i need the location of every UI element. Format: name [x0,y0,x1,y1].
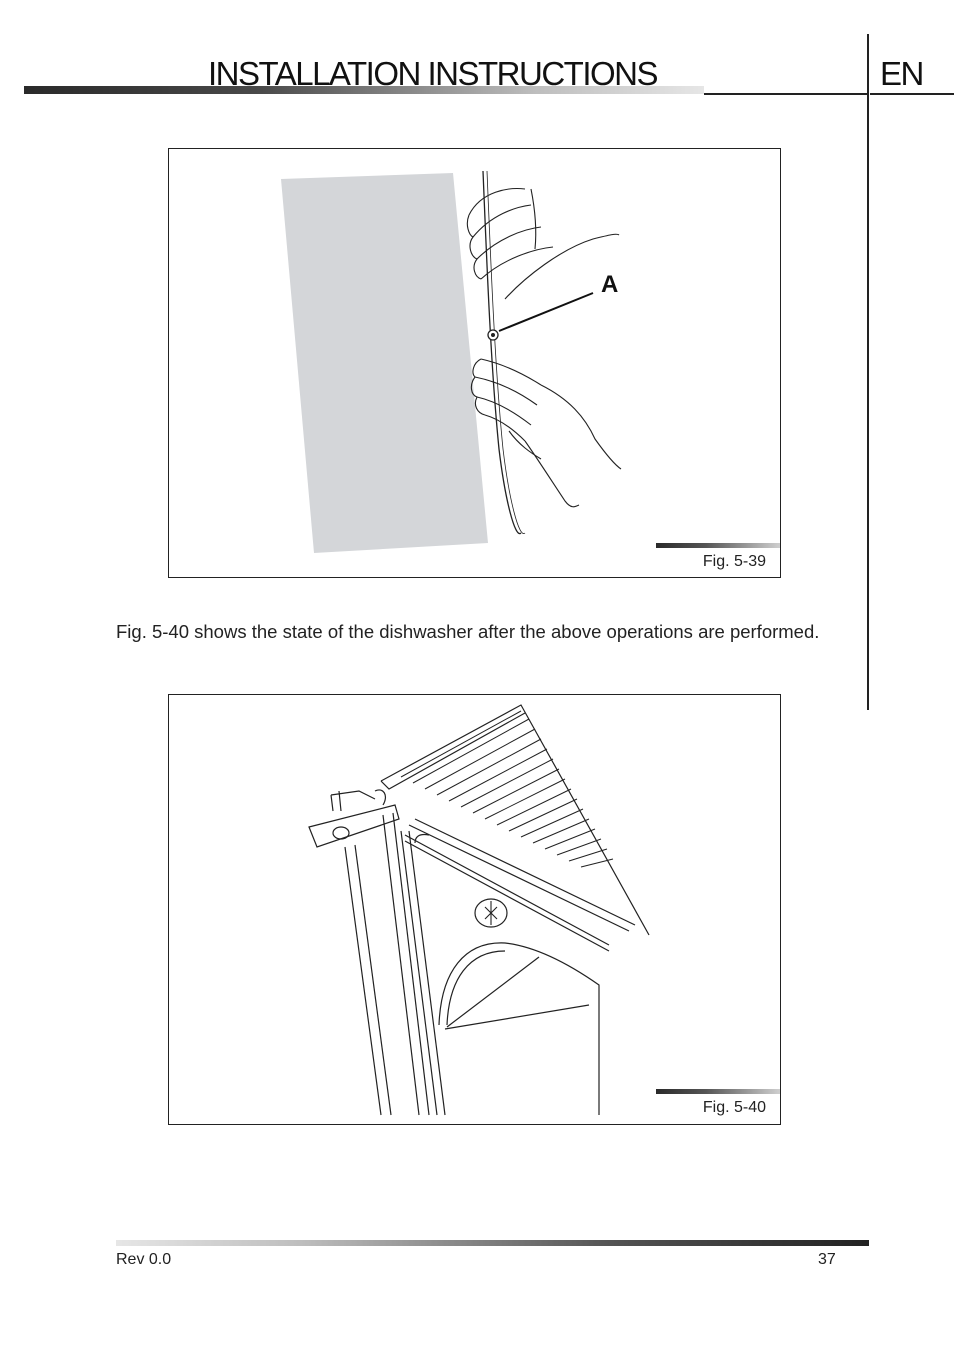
figure-5-39-illustration [169,149,780,577]
language-tag: EN [880,55,923,92]
callout-leader [499,293,593,331]
arch-cutout [439,943,599,1115]
callout-label-a: A [601,271,619,298]
page-title: INSTALLATION INSTRUCTIONS [208,55,657,92]
page-number: 37 [818,1251,836,1268]
figure-5-40 [168,694,781,1125]
vertical-rule [867,34,869,710]
caption-bar [656,1089,780,1094]
caption-bar [656,543,780,548]
figure-5-39 [168,148,781,578]
figure-caption: Fig. 5-40 [702,1099,766,1116]
header-rule [704,93,868,95]
body-paragraph: Fig. 5-40 shows the state of the dishwasher after the above operations are performed. [116,621,820,642]
footer-gradient-bar [116,1240,869,1246]
figure-caption: Fig. 5-39 [702,553,766,570]
revision-label: Rev 0.0 [116,1251,172,1268]
door-panel [281,173,488,553]
figure-5-40-illustration [169,695,780,1124]
